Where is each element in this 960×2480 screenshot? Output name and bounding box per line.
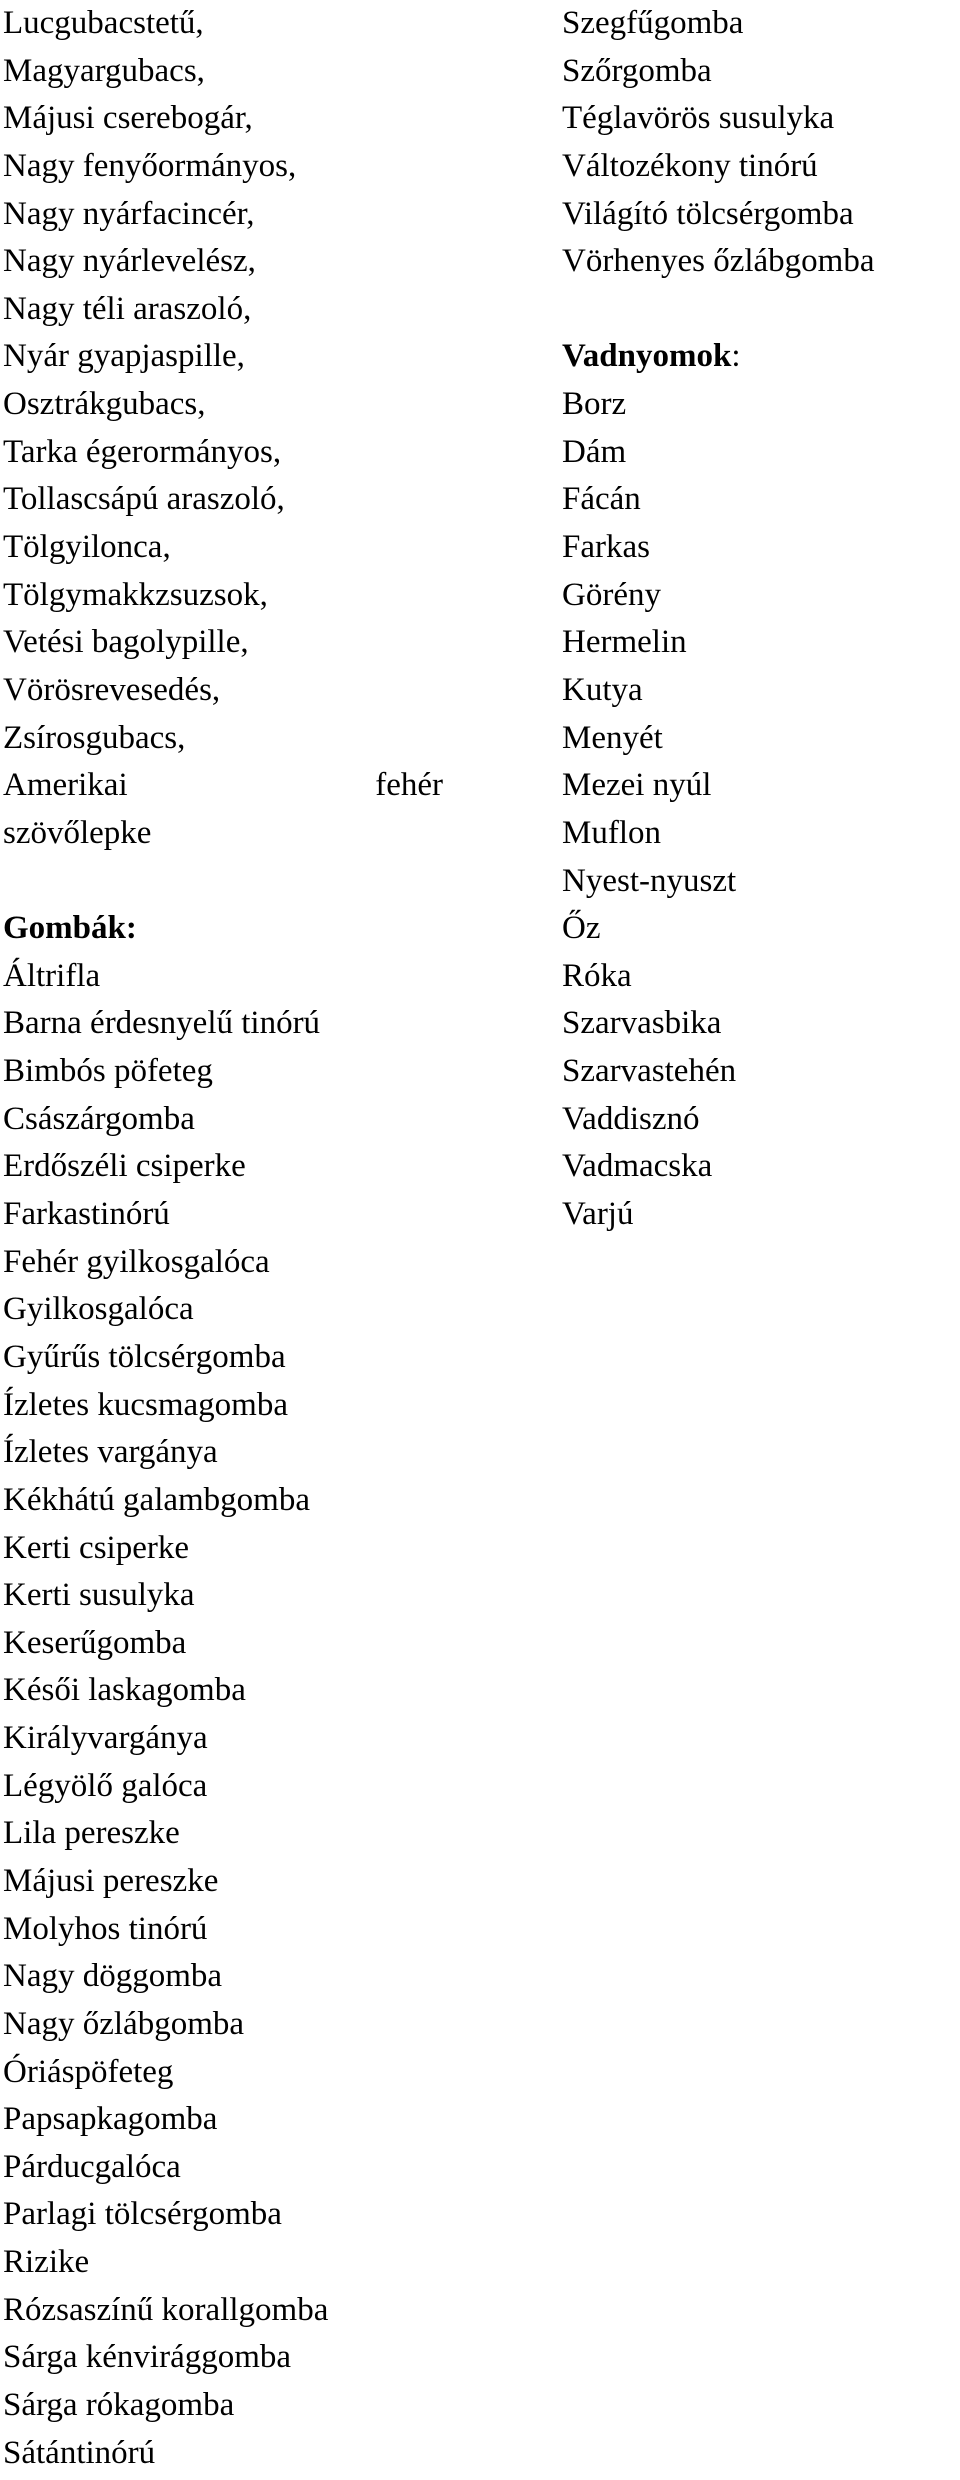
mushroom-list-item: Kerti susulyka (3, 1577, 195, 1614)
mushroom-list-item: Májusi pereszke (3, 1862, 219, 1899)
mushroom-list-item: Lila pereszke (3, 1815, 180, 1852)
mushroom-list-item: Vörhenyes őzlábgomba (562, 243, 875, 280)
mushroom-list-item: Királyvargánya (3, 1720, 208, 1757)
section-gap (3, 858, 443, 906)
pest-list-item: Tölgymakkzsuzsok, (3, 576, 268, 613)
mushroom-list-item: Sátántinórú (3, 2434, 156, 2471)
pest-list-item: Tölgyilonca, (3, 529, 171, 566)
split-entry-word: Amerikai (3, 767, 128, 804)
mushroom-list-item: Molyhos tinórú (3, 1910, 208, 1947)
pest-list-item: Májusi cserebogár, (3, 100, 253, 137)
game-animal-list-item: Őz (562, 910, 601, 947)
section-gap (562, 286, 952, 334)
game-animal-list-item: Dám (562, 433, 627, 470)
mushroom-list-item: Áltrifla (3, 957, 101, 994)
mushroom-list-item: Téglavörös susulyka (562, 100, 835, 137)
pest-list-item: Nagy nyárfacincér, (3, 195, 255, 232)
game-heading-colon: : (731, 338, 741, 375)
left-column (3, 0, 443, 2477)
game-animal-list-item: Görény (562, 576, 661, 613)
pest-list-item: Nagy nyárlevelész, (3, 243, 256, 280)
game-animal-list-item: Kutya (562, 671, 643, 708)
mushroom-list-item: Párducgalóca (3, 2148, 181, 2185)
pest-list-item: Osztrákgubacs, (3, 386, 206, 423)
mushroom-list-item: Nagy döggomba (3, 1958, 223, 1995)
split-entry-word: fehér (375, 767, 443, 804)
game-animal-list-item: Muflon (562, 814, 661, 851)
game-animal-list-item: Szarvasbika (562, 1005, 722, 1042)
pests-continued-list (3, 0, 443, 762)
mushroom-list-item: Óriáspöfeteg (3, 2053, 174, 2090)
pest-list-item: Vörösrevesedés, (3, 671, 221, 708)
mushroom-list-item: Gyilkosgalóca (3, 1291, 194, 1328)
game-animal-list-item: Szarvastehén (562, 1053, 737, 1090)
mushrooms-heading: Gombák: (3, 910, 137, 947)
mushroom-list-item: Farkastinórú (3, 1196, 170, 1233)
right-column (562, 0, 952, 1239)
pest-list-item: Magyargubacs, (3, 52, 205, 89)
mushroom-list-item: Ízletes vargánya (3, 1434, 218, 1471)
mushroom-list-item: Rózsaszínű korallgomba (3, 2291, 329, 2328)
mushroom-list-item: Világító tölcsérgomba (562, 195, 854, 232)
game-animal-list-item: Vaddisznó (562, 1100, 700, 1137)
mushroom-list-item: Sárga kénvirággomba (3, 2339, 292, 2376)
game-animals-list (562, 381, 952, 1239)
pest-list-item: Nagy téli araszoló, (3, 290, 252, 327)
mushroom-list-item: Császárgomba (3, 1100, 195, 1137)
split-entry-continuation: szövőlepke (3, 814, 152, 851)
game-animal-list-item: Hermelin (562, 624, 687, 661)
mushrooms-list (3, 953, 443, 2478)
mushroom-list-item: Papsapkagomba (3, 2101, 218, 2138)
game-animal-list-item: Borz (562, 386, 627, 423)
pest-list-item: Nagy fenyőormányos, (3, 147, 297, 184)
mushroom-list-item: Fehér gyilkosgalóca (3, 1243, 270, 1280)
game-animal-list-item: Mezei nyúl (562, 767, 712, 804)
mushroom-list-item: Nagy őzlábgomba (3, 2005, 245, 2042)
game-animal-list-item: Varjú (562, 1196, 634, 1233)
mushroom-list-item: Keserűgomba (3, 1624, 187, 1661)
game-heading-label: Vadnyomok (562, 338, 732, 375)
mushroom-list-item: Erdőszéli csiperke (3, 1148, 246, 1185)
pest-list-item: Lucgubacstetű, (3, 5, 204, 41)
mushroom-list-item: Légyölő galóca (3, 1767, 208, 1804)
pest-list-item: Tollascsápú araszoló, (3, 481, 285, 518)
game-animal-list-item: Menyét (562, 719, 663, 756)
pest-list-item: Nyár gyapjaspille, (3, 338, 245, 375)
mushroom-list-item: Kékhátú galambgomba (3, 1481, 310, 1518)
game-animal-list-item: Farkas (562, 529, 650, 566)
mushrooms-continued-list (562, 0, 952, 286)
mushroom-list-item: Kerti csiperke (3, 1529, 189, 1566)
mushroom-list-item: Barna érdesnyelű tinórú (3, 1005, 321, 1042)
mushroom-list-item: Ízletes kucsmagomba (3, 1386, 288, 1423)
game-heading (562, 333, 952, 381)
mushroom-list-item: Bimbós pöfeteg (3, 1053, 213, 1090)
mushroom-list-item: Változékony tinórú (562, 147, 818, 184)
mushroom-list-item: Szőrgomba (562, 52, 712, 89)
game-animal-list-item: Vadmacska (562, 1148, 713, 1185)
game-animal-list-item: Fácán (562, 481, 641, 518)
mushroom-list-item: Parlagi tölcsérgomba (3, 2196, 282, 2233)
mushroom-list-item: Szegfűgomba (562, 5, 744, 41)
mushroom-list-item: Rizike (3, 2244, 90, 2281)
pest-list-item: Tarka égerormányos, (3, 433, 282, 470)
mushroom-list-item: Gyűrűs tölcsérgomba (3, 1338, 286, 1375)
split-entry-line (3, 762, 443, 810)
game-animal-list-item: Nyest-nyuszt (562, 862, 737, 899)
mushroom-list-item: Késői laskagomba (3, 1672, 246, 1709)
mushroom-list-item: Sárga rókagomba (3, 2387, 235, 2424)
pest-list-item: Zsírosgubacs, (3, 719, 186, 756)
pest-list-item: Vetési bagolypille, (3, 624, 249, 661)
game-animal-list-item: Róka (562, 957, 632, 994)
